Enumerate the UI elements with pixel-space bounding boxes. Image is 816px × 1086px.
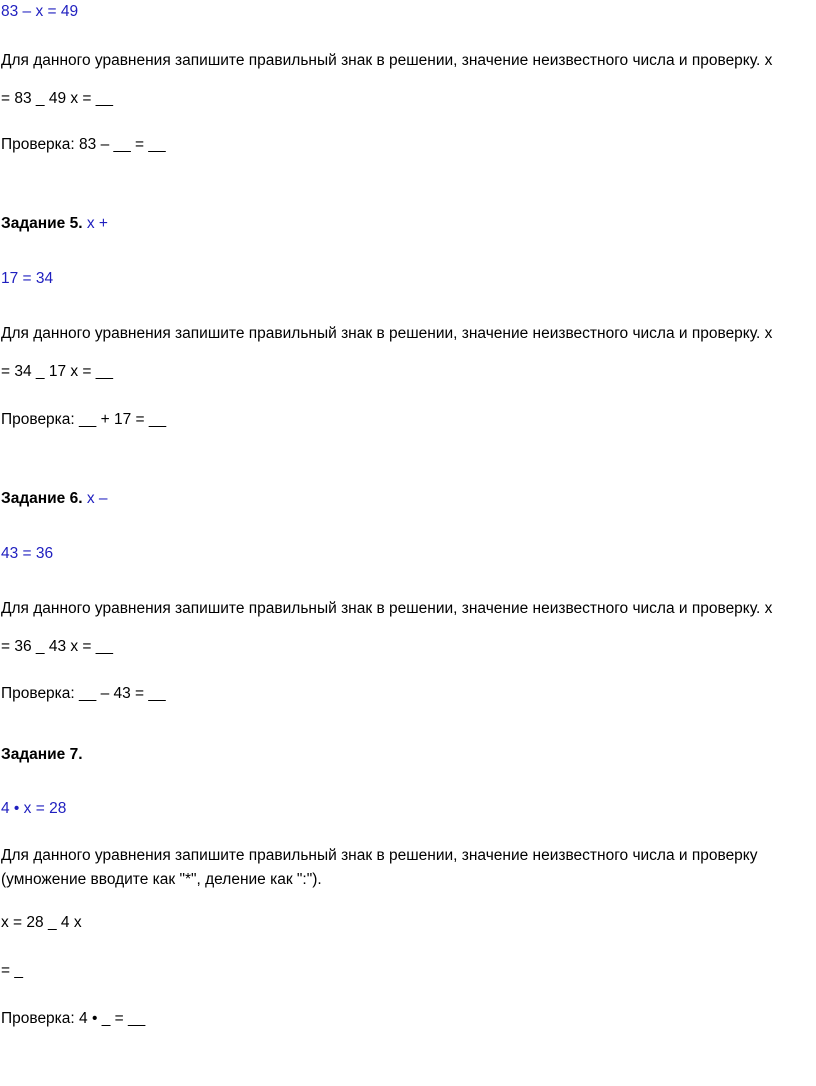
task6-check: Проверка: __ – 43 = __ [1, 685, 166, 702]
task6-equation-part2: 43 = 36 [1, 545, 54, 562]
task5-equation-part1: x + [86, 215, 108, 232]
task6-solution: = 36 _ 43 x = __ [1, 638, 114, 655]
task6-heading-row [1, 489, 108, 509]
task7-instruction-line2: (умножение вводите как "*", деление как ":"). [1, 871, 322, 888]
task5-heading: Задание 5. [1, 215, 83, 232]
task5-instruction: Для данного уравнения запишите правильный знак в решении, значение неизвестного числа и проверку. x [1, 325, 773, 342]
task7-instruction-line1: Для данного уравнения запишите правильный знак в решении, значение неизвестного числа и проверку [1, 847, 758, 864]
task4-equation: 83 – x = 49 [1, 3, 79, 20]
task7-heading: Задание 7. [1, 746, 83, 763]
task6-heading: Задание 6. [1, 490, 83, 507]
task7-solution-line1: x = 28 _ 4 x [1, 914, 82, 931]
task7-solution-line2: = _ [1, 962, 23, 979]
task5-equation-part2: 17 = 34 [1, 270, 54, 287]
task6-instruction: Для данного уравнения запишите правильный знак в решении, значение неизвестного числа и проверку. x [1, 600, 773, 617]
task5-check: Проверка: __ + 17 = __ [1, 411, 167, 428]
task5-solution: = 34 _ 17 x = __ [1, 363, 114, 380]
task4-check: Проверка: 83 – __ = __ [1, 136, 166, 153]
task4-solution: = 83 _ 49 x = __ [1, 90, 114, 107]
task5-heading-row [1, 214, 108, 234]
task7-check: Проверка: 4 • _ = __ [1, 1010, 146, 1027]
task7-equation: 4 • x = 28 [1, 800, 67, 817]
task4-instruction: Для данного уравнения запишите правильный знак в решении, значение неизвестного числа и проверку. x [1, 52, 773, 69]
task6-equation-part1: x – [86, 490, 108, 507]
